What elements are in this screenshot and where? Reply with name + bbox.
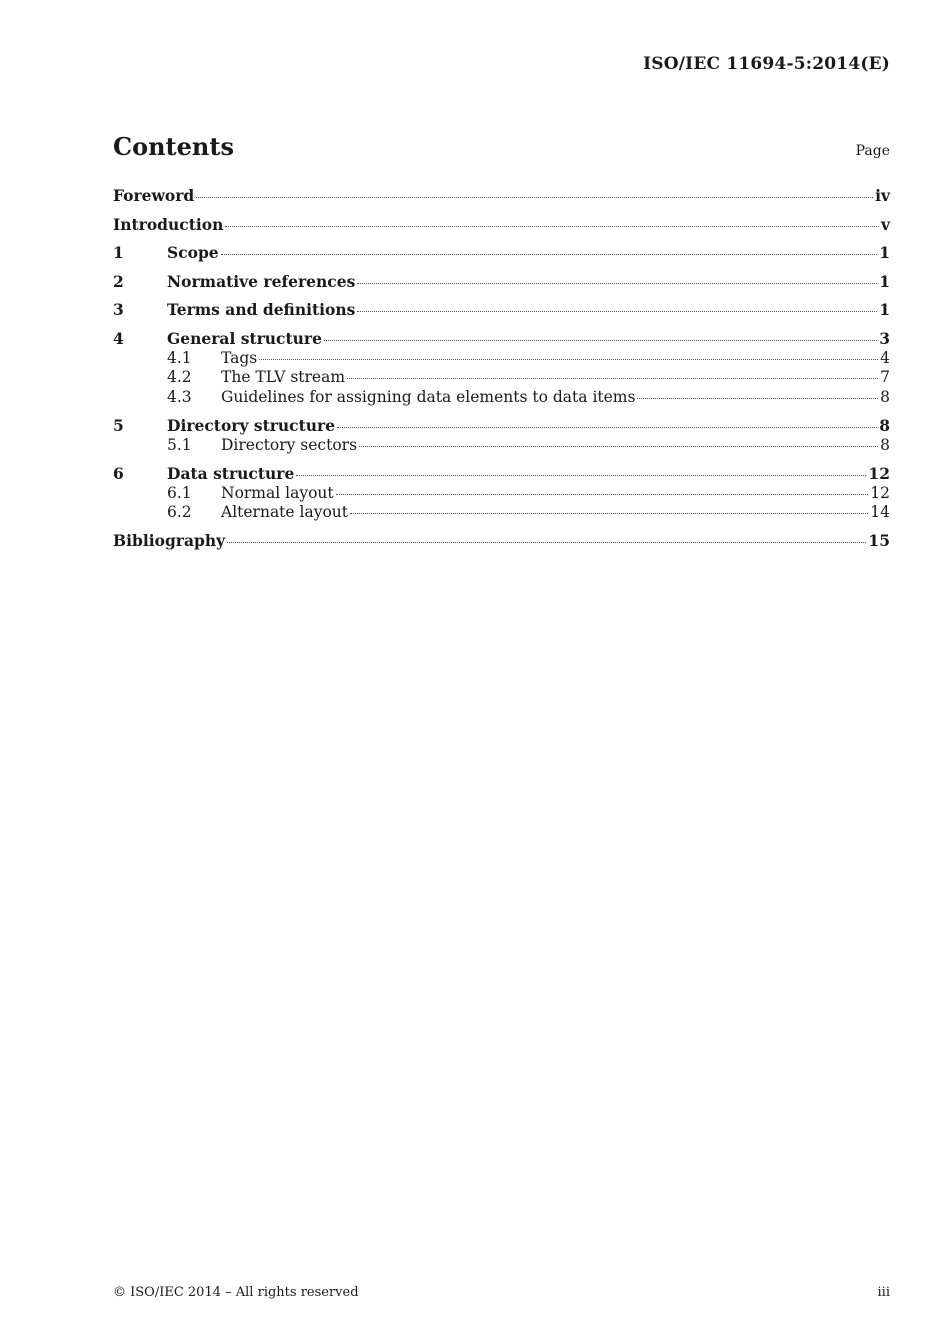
toc-entry-number: 5.1 — [167, 435, 192, 454]
dot-leader — [324, 339, 877, 341]
toc-entry-directory-structure[interactable] — [113, 416, 890, 436]
dot-leader — [350, 512, 868, 514]
dot-leader — [296, 474, 866, 476]
dot-leader — [337, 426, 877, 428]
footer-page-number: iii — [877, 1285, 890, 1300]
toc-entry-title: Introduction — [113, 214, 224, 234]
dot-leader — [227, 541, 866, 543]
toc-entry-directory-sectors[interactable] — [113, 436, 890, 464]
toc-entry-number: 4 — [113, 328, 124, 348]
toc-entry-title: Guidelines for assigning data elements to data items — [221, 387, 636, 406]
document-id: ISO/IEC 11694-5:2014(E) — [643, 54, 890, 74]
dot-leader — [259, 358, 878, 360]
toc-entry-tlv-stream[interactable] — [113, 368, 890, 388]
toc-entry-title: General structure — [167, 328, 322, 348]
toc-entry-number: 6 — [113, 463, 124, 483]
contents-heading: Contents — [113, 132, 234, 161]
toc-entry-number: 4.2 — [167, 368, 192, 386]
dot-leader — [347, 377, 878, 379]
dot-leader — [336, 493, 869, 495]
dot-leader — [357, 310, 877, 312]
toc-entry-general-structure[interactable] — [113, 329, 890, 349]
toc-entry-title: Tags — [221, 348, 258, 367]
toc-entry-page: 7 — [880, 368, 890, 386]
toc-entry-terms-definitions[interactable] — [113, 300, 890, 329]
toc-entry-scope[interactable] — [113, 243, 890, 272]
toc-entry-page: 1 — [879, 271, 890, 291]
toc-entry-title: Normative references — [167, 271, 356, 291]
toc-entry-page: 12 — [868, 463, 890, 483]
dot-leader — [637, 397, 878, 399]
toc-entry-number: 2 — [113, 271, 124, 291]
toc-entry-introduction[interactable] — [113, 215, 890, 244]
toc-entry-foreword[interactable] — [113, 186, 890, 215]
toc-entry-number: 3 — [113, 300, 124, 319]
toc-entry-title: Data structure — [167, 463, 295, 483]
toc-entry-title: Normal layout — [221, 483, 334, 502]
toc-entry-number: 4.1 — [167, 348, 192, 367]
dot-leader — [359, 445, 878, 447]
dot-leader — [221, 253, 878, 255]
toc-entry-page: 8 — [880, 435, 890, 454]
toc-entry-number: 5 — [113, 415, 124, 435]
toc-entry-number: 6.1 — [167, 483, 192, 502]
toc-entry-normative-references[interactable] — [113, 272, 890, 301]
toc-entry-title: Directory sectors — [221, 435, 358, 454]
footer-copyright: © ISO/IEC 2014 – All rights reserved — [113, 1285, 359, 1300]
dot-leader — [357, 282, 877, 284]
toc-entry-page: 4 — [880, 348, 890, 367]
toc-entry-normal-layout[interactable] — [113, 484, 890, 504]
toc-entry-data-structure[interactable] — [113, 464, 890, 484]
toc-entry-title: Scope — [167, 243, 219, 262]
toc-entry-tags[interactable] — [113, 349, 890, 369]
toc-entry-title: Alternate layout — [221, 503, 349, 521]
toc-entry-title: The TLV stream — [221, 368, 346, 386]
dot-leader — [196, 196, 873, 198]
toc-entry-page: v — [880, 214, 890, 234]
page-column-label: Page — [855, 143, 890, 159]
toc-entry-title: Bibliography — [113, 531, 226, 550]
toc-entry-page: 8 — [880, 387, 890, 406]
toc-entry-page: 1 — [879, 243, 890, 262]
toc-entry-page: 14 — [870, 503, 890, 521]
toc-entry-title: Foreword — [113, 186, 195, 205]
toc-entry-number: 6.2 — [167, 503, 192, 521]
toc-entry-title: Terms and definitions — [167, 300, 356, 319]
toc-entry-page: 3 — [879, 328, 890, 348]
toc-entry-bibliography[interactable] — [113, 531, 890, 560]
toc-entry-page: iv — [875, 186, 890, 205]
toc-entry-page: 12 — [870, 483, 890, 502]
toc-entry-page: 15 — [868, 531, 890, 550]
toc-entry-page: 8 — [879, 415, 890, 435]
toc-entry-number: 4.3 — [167, 387, 192, 406]
toc-entry-number: 1 — [113, 243, 124, 262]
toc-entry-guidelines[interactable] — [113, 388, 890, 416]
toc-entry-title: Directory structure — [167, 415, 336, 435]
toc-entry-alternate-layout[interactable] — [113, 503, 890, 531]
dot-leader — [225, 225, 879, 227]
toc-entry-page: 1 — [879, 300, 890, 319]
table-of-contents — [113, 186, 890, 560]
